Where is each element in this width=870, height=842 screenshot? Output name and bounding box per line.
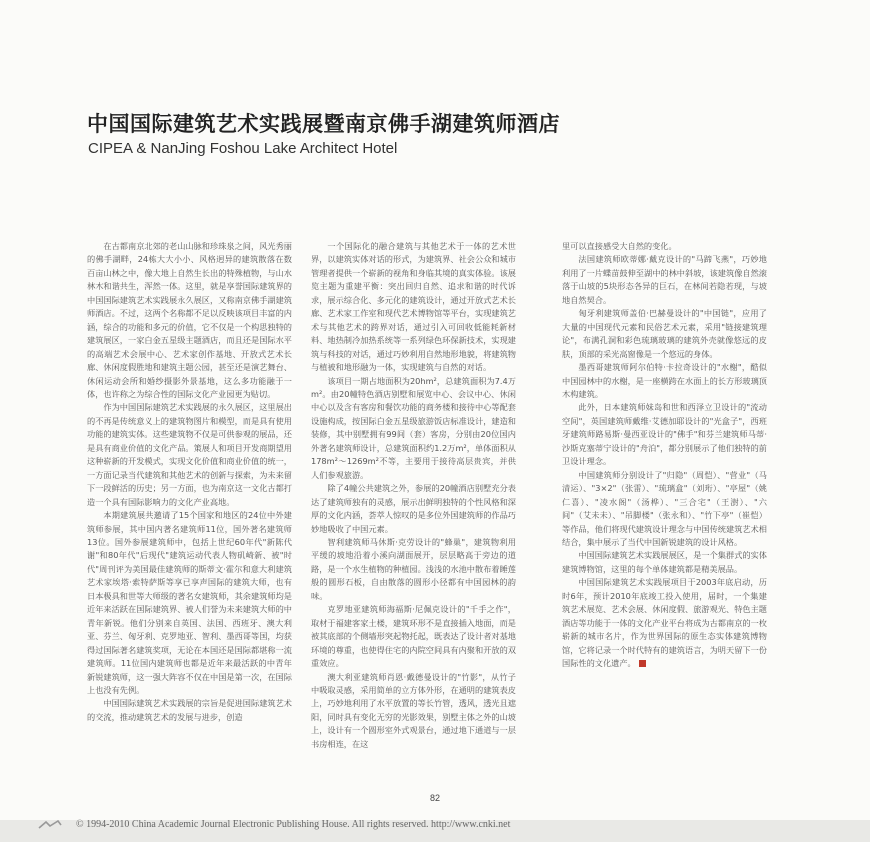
page-number: 82 <box>429 793 440 803</box>
paragraph: 中国国际建筑艺术实践展展区，是一个集群式的实体建筑博物馆，这里的每个单体建筑都是精美展品。 <box>562 550 767 574</box>
paragraph: 本期建筑展共邀请了15个国家和地区的24位中外建筑师参展，其中国内著名建筑师11位，国外著名建筑师13位。国外参展建筑师中，包括上世纪60年代"新陈代谢"和80年代"后现代"建筑运动代表人物矶崎新、被"时代"周刊评为美国最佳建筑师的斯蒂文·霍尔和意大利建筑艺术家埃塔·索特萨斯等享已享声国际的建筑大师，也有日本极具和世等大师级的著名女建筑师，其余建筑师均是近年来活跃在国际建筑界、被人们誉为未来建筑大师的中青年新锐。他们分别来自英国、法国、西班牙、澳大利亚、芬兰、匈牙利、克罗地亚、智利、墨西哥等国，均获得过国际著名建筑奖项，无论在本国还是国际都堪称一流建筑师。11位国内建筑师也都是近年来最活跃的中青年新锐建筑师，这一强大阵容不仅在中国是第一次，在国际上也没有先例。 <box>87 510 292 695</box>
paragraph: 一个国际化的融合建筑与其他艺术于一体的艺术世界，以建筑实体对话的形式，为建筑界、社会公众和城市管理者提供一个崭新的视角和身临其境的真实体验。该展览主题为重建平衡：突出回归自然、追求和谐的时代诉求，展示综合化、多元化的建筑设计，通过开放式艺术长廊、艺术家工作室和现代艺术博物馆等平台，实现建筑艺术与其他艺术的跨界对话，通过引入可回收低能耗新材料、地热制冷加热系统等一系列绿色环保新技术，实现建筑与科技的对话，通过巧妙利用自然地形地貌，将建筑物与植被和地形融为一体，实现建筑与自然的对话。 <box>311 241 516 373</box>
body-column-3 <box>562 240 767 720</box>
final-paragraph-text: 中国国际建筑艺术实践展项目于2003年底启动，历时6年，预计2010年底竣工投入使用，届时，一个集建筑艺术展览、艺术会展、休闲度假、旅游观光、特色主题酒店等功能于一体的文化产业平台将成为古都南京的一枚崭新的城市名片，作为世界国际的原生态实体建筑博物馆，它将记录一个时代特有的建筑语言，为明天留下一份国际性的文化遗产。 <box>562 577 767 669</box>
paragraph: 澳大利亚建筑师肖恩·戴德曼设计的"竹影"，从竹子中吸取灵感，采用简单的立方体外形，在通明的建筑表皮上，巧妙地利用了水平放置的等长竹管，透风，透光且遮阳，同时具有变化无穷的光影效果，别墅主体之外的山坡上，设计有一个圆形室外式观景台，通过地下通道与一层书房相连，在这 <box>311 671 516 749</box>
paragraph: 该项目一期占地面积为20hm²，总建筑面积为7.4万m²。由20幢特色酒店别墅和展览中心、会议中心、休闲中心以及含有客房和餐饮功能的商务楼和接待中心等配套设施构成，按国际白金五星级旅游饭店标准设计，建造和装修，其中别墅拥有99间（套）客房，分别由20位国内外著名建筑师设计，总建筑面积约1.2万m²，单体面积从178m²～1269m²不等，主要用于接待高层贵宾，并供人们参观旅游。 <box>311 375 516 480</box>
paragraph: 克罗地亚建筑师海福斯·尼佩克设计的"千手之作"，取材于福建客家土楼，建筑环形不是直接插入地面，而是被其底部的个侧墙形突起物托起，既表达了设计者对基地环境的尊重，也使得住宅的内院空间具有内聚和开放的双重效应。 <box>311 604 516 669</box>
article-title-english: CIPEA & NanJing Foshou Lake Architect Hotel <box>88 140 398 157</box>
paragraph: 墨西哥建筑师阿尔伯特·卡拉奇设计的"水榭"，酷似中国园林中的水榭，是一座横跨在水面上的长方形玻璃顶木构建筑。 <box>562 362 767 399</box>
paragraph: 作为中国国际建筑艺术实践展的永久展区，这里展出的不再是传统意义上的建筑物图片和模型，而是具有使用功能的建筑实体。这些建筑物不仅是可供参观的展品，还是具有商业价值的文化产品。策展人和项目开发商期望用这种崭新的开发模式，实现文化价值和商业价值的统一，一方面记录当代建筑和其他艺术的创新与探索，为未来留下一段鲜活的历史；另一方面，也为南京这一文化古都打造一个具有国际影响力的文化产业高地。 <box>87 402 292 507</box>
end-of-article-mark <box>639 660 646 667</box>
paragraph: 中国建筑师分别设计了"归隐"（周恺）、"营业"（马清运）、"3×2"（张雷）、"琉璃盒"（刘珩）、"亭屋"（姚仁喜）、"凌水阁"（汤桦）、"三合宅"（王澍）、"六间"（艾未未）、"吊脚楼"（张永和）、"竹下亭"（崔恺）等作品，他们将现代建筑设计理念与中国传统建筑艺术相结合，集中展示了当代中国新锐建筑的设计风格。 <box>562 469 767 547</box>
paragraph: 除了4幢公共建筑之外，参展的20幢酒店别墅充分表达了建筑师独有的灵感，展示出鲜明独特的个性风格和深厚的文化内涵，荟萃人惊叹的是多位外国建筑师的作品巧妙地吸收了中国元素。 <box>311 483 516 534</box>
final-paragraph <box>562 576 767 670</box>
paragraph: 里可以直接感受大自然的变化。 <box>562 241 677 251</box>
paragraph: 法国建筑师欧蒂娜·戴克设计的"马蹄飞燕"，巧妙地利用了一片蝶苗鼓伸至湖中的林中斜坡，该建筑像自然滚落于山坡的5块形态各异的巨石，在林间若隐若现，与坡地自然契合。 <box>562 254 767 305</box>
paragraph: 中国国际建筑艺术实践展的宗旨是促进国际建筑艺术的交流，推动建筑艺术的发展与进步，创造 <box>87 698 292 722</box>
body-column-2 <box>311 240 516 785</box>
paragraph: 匈牙利建筑师盖伯·巴赫曼设计的"中国链"，应用了大量的中国现代元素和民俗艺术元素，采用"链接建筑理论"，布满孔洞和彩色琉璃玻璃的建筑外壳就像悠远的皮肤，顶部的采光高窗像是一个悠远的身体。 <box>562 308 767 359</box>
cnki-logo-icon <box>38 820 62 830</box>
paragraph: 智利建筑师马休斯·克劳设计的"蜂巢"，建筑物利用平缓的坡地沿着小溪向湖面展开，层层略高于旁边的道路，是一个水生植物的种植园。浅浅的水池中散布着睡莲般的圆形石板，自由散落的圆形小径都有中国园林的韵味。 <box>311 536 516 601</box>
article-title-chinese: 中国国际建筑艺术实践展暨南京佛手湖建筑师酒店 <box>87 112 560 136</box>
paragraph: 此外，日本建筑师妹岛和世和西泽立卫设计的"流动空间"，英国建筑师戴维·艾德加耶设计的"光盒子"，西班牙建筑师路易斯·曼西亚设计的"佛手"和芬兰建筑师马蒂·沙斯克塞蒂宁设计的"舟泊"，都分别展示了他们独特的前卫设计理念。 <box>562 402 767 467</box>
paragraph: 在古都南京北郊的老山山脉和珍珠泉之间，风光秀丽的佛手湖畔，24栋大大小小、风格迥异的建筑散落在数百亩山林之中，像大地上自然生长出的特殊植物，与山水林木和谐共生，浑然一体。这里，就是享誉国际建筑界的中国国际建筑艺术实践展永久展区，又称南京佛手湖建筑师酒店。不过，这两个名称都不足以反映该项目丰富的内涵，综合的功能和多元的价值，它不仅是一个构思独特的建筑展区，一家白金五星级主题酒店，而且还是国际水平的高端艺术会展中心、艺术家创作基地、开放式艺术长廊、休闲度假胜地和建筑主题公园，甚至还是演艺舞台、休闲运动会所和婚纱摄影外景基地，这么多功能融于一体，也许称之为综合性的国际文化产业园更为贴切。 <box>87 241 292 399</box>
body-column-1 <box>87 240 292 785</box>
copyright-notice: © 1994-2010 China Academic Journal Electronic Publishing House. All rights reserved. http://www.cnki.net <box>76 819 511 830</box>
